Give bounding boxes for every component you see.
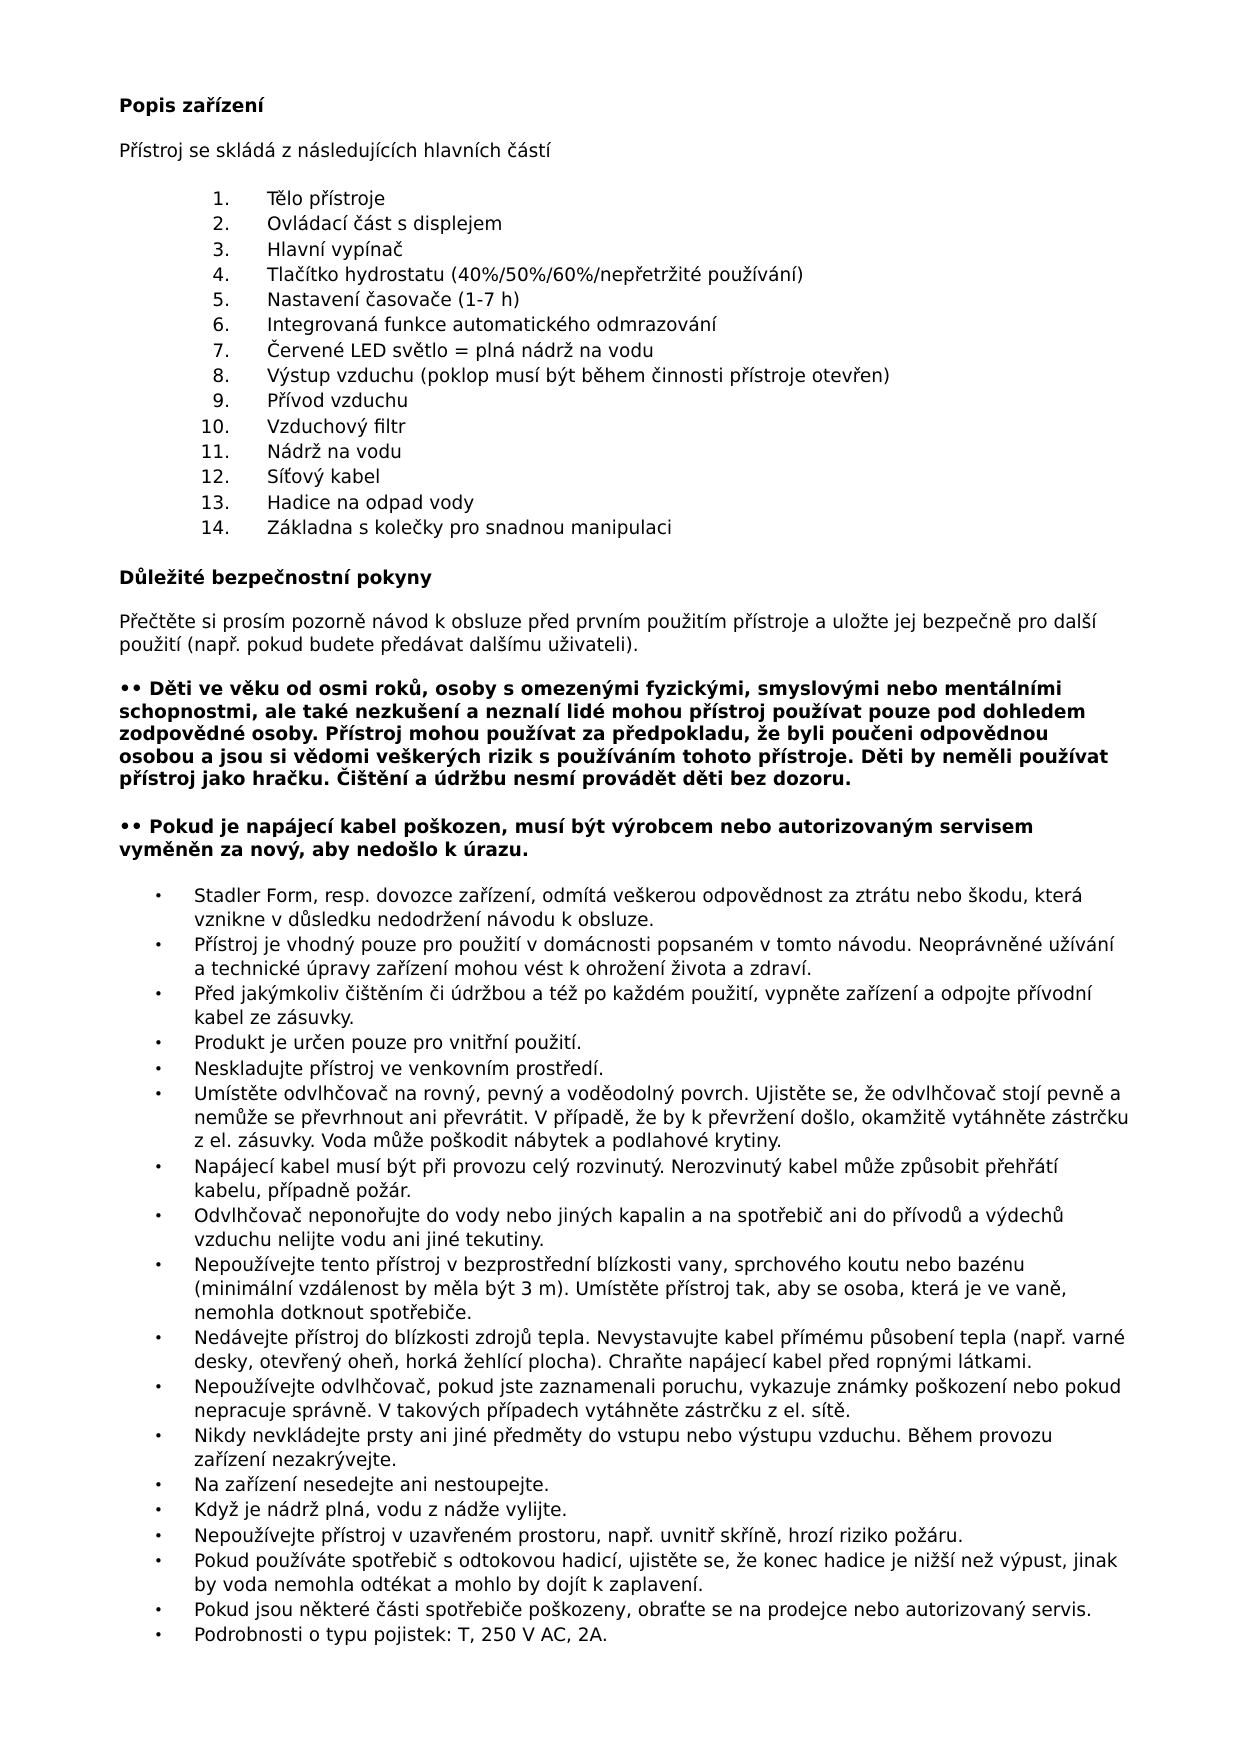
bullet-text: Před jakýmkoliv čištěním či údržbou a též po každém použití, vypněte zařízení a odpojte přívodní kabel ze zásuvky. <box>194 984 1092 1029</box>
item-number: 7. <box>212 340 230 362</box>
bullet-marker: • <box>154 985 163 1004</box>
item-text: Hlavní vypínač <box>267 239 404 261</box>
bullet-marker: • <box>154 1501 163 1520</box>
bullet-text: Přístroj je vhodný pouze pro použití v domácnosti popsaném v tomto návodu. Neoprávněné užívání a technické úpravy zařízení mohou vést k ohrožení života a zdraví. <box>194 935 1115 980</box>
bullet-text: Produkt je určen pouze pro vnitřní použití. <box>194 1033 583 1055</box>
safety-bullet-list <box>119 885 1129 1650</box>
bullet-marker: • <box>154 1626 163 1645</box>
warning-children-paragraph: •• Děti ve věku od osmi roků, osoby s omezenými fyzickými, smyslovými nebo mentálními schopnostmi, ale také nezkušení a neznalí lidé mohou přístroj používat pouze pod dohledem zodpovědné osoby. Přístroj mohou používat za předpokladu, že byli poučeni odpovědnou osobou a jsou si vědomi veškerých rizik s používáním tohoto přístroje. Děti by neměli používat přístroj jako hračku. Čištění a údržbu nesmí provádět děti bez dozoru. <box>119 679 1109 790</box>
bullet-marker: • <box>154 1084 163 1103</box>
item-text: Tělo přístroje <box>267 189 386 210</box>
bullet-text: Nepoužívejte tento přístroj v bezprostřední blízkosti vany, sprchového koutu nebo bazénu (minimální vzdálenost by měla být 3 m). Umístěte přístroj tak, aby se osoba, která je ve vaně, nemohla dotknout spotřebiče. <box>194 1254 1067 1324</box>
list-item <box>119 1425 1129 1473</box>
bullet-text: Napájecí kabel musí být při provozu celý rozvinutý. Nerozvinutý kabel může způsobit přehřátí kabelu, případně požár. <box>194 1156 1059 1202</box>
bullet-text: Neskladujte přístroj ve venkovním prostředí. <box>194 1058 604 1080</box>
bullet-text: Pokud používáte spotřebič s odtokovou hadicí, ujistěte se, že konec hadice je nižší než výpust, jinak by voda nemohla odtékat a mohlo by dojít k zaplavení. <box>194 1551 1118 1596</box>
bullet-marker: • <box>154 887 163 905</box>
item-number: 11. <box>200 441 230 463</box>
bullet-marker: • <box>154 1157 163 1176</box>
list-item <box>119 1624 1129 1648</box>
bullet-text: Nikdy nevkládejte prsty ani jiné předměty do vstupu nebo výstupu vzduchu. Během provozu zařízení nezakrývejte. <box>194 1426 1053 1471</box>
list-item <box>119 1083 1129 1154</box>
list-item <box>119 1058 1129 1082</box>
intro-text: Přístroj se skládá z následujících hlavních částí <box>119 141 551 162</box>
item-text: Nádrž na vodu <box>267 441 402 463</box>
item-number: 3. <box>212 239 230 261</box>
item-number: 10. <box>200 416 230 438</box>
bullet-marker: • <box>154 1328 163 1347</box>
bullet-text: Nepoužívejte odvlhčovač, pokud jste zaznamenali poruchu, vykazuje známky poškození nebo pokud nepracuje správně. V takových případech vytáhněte zástrčku z el. sítě. <box>194 1376 1122 1422</box>
item-text: Integrovaná funkce automatického odmrazování <box>267 315 717 337</box>
item-text: Červené LED světlo = plná nádrž na vodu <box>267 340 654 362</box>
bullet-marker: • <box>154 1427 163 1446</box>
bullet-text: Na zařízení nesedejte ani nestoupejte. <box>194 1475 550 1497</box>
bullet-marker: • <box>154 1526 163 1545</box>
list-item <box>119 1205 1129 1253</box>
item-number: 1. <box>212 189 230 210</box>
list-item <box>119 1525 1129 1549</box>
item-number: 14. <box>200 517 230 539</box>
item-number: 4. <box>212 264 230 286</box>
item-text: Výstup vzduchu (poklop musí být během činnosti přístroje otevřen) <box>267 366 891 388</box>
bullet-text: Když je nádrž plná, vodu z nádže vylijte. <box>194 1500 568 1522</box>
item-number: 13. <box>200 492 230 514</box>
list-item <box>119 1376 1129 1424</box>
list-item <box>119 1499 1129 1523</box>
list-item <box>119 1156 1129 1204</box>
list-item <box>119 1032 1129 1056</box>
safety-intro-paragraph: Přečtěte si prosím pozorně návod k obsluze před prvním použitím přístroje a uložte jej bezpečně pro další použití (např. pokud budete předávat dalšímu uživateli). <box>119 612 1097 656</box>
list-item <box>119 885 1129 933</box>
bullet-text: Podrobnosti o typu pojistek: T, 250 V AC, 2A. <box>194 1625 608 1647</box>
list-item <box>119 1474 1129 1498</box>
bullet-text: Odvlhčovač neponořujte do vody nebo jiných kapalin a na spotřebič ani do přívodů a výdechů vzduchu nelijte vodu ani jiné tekutiny. <box>194 1205 1065 1251</box>
item-text: Základna s kolečky pro snadnou manipulaci <box>267 517 673 539</box>
warning-cable-paragraph: •• Pokud je napájecí kabel poškozen, musí být výrobcem nebo autorizovaným servisem vyměněn za nový, aby nedošlo k úrazu. <box>119 817 1034 861</box>
list-item <box>119 934 1129 982</box>
section-heading-safety: Důležité bezpečnostní pokyny <box>119 568 432 589</box>
item-text: Přívod vzduchu <box>267 391 409 413</box>
bullet-marker: • <box>154 1377 163 1396</box>
item-text: Hadice na odpad vody <box>267 492 475 514</box>
list-item <box>119 1254 1129 1325</box>
bullet-marker: • <box>154 1552 163 1571</box>
bullet-marker: • <box>154 936 163 955</box>
list-item <box>119 1550 1129 1598</box>
item-text: Tlačítko hydrostatu (40%/50%/60%/nepřetržité používání) <box>267 264 804 286</box>
bullet-text: Nepoužívejte přístroj v uzavřeném prostoru, např. uvnitř skříně, hrozí riziko požáru. <box>194 1525 964 1547</box>
list-item <box>119 1599 1129 1623</box>
bullet-marker: • <box>154 1601 163 1620</box>
item-number: 9. <box>212 391 230 413</box>
bullet-marker: • <box>154 1476 163 1495</box>
item-text: Síťový kabel <box>267 467 381 489</box>
section-heading-description: Popis zařízení <box>119 96 264 117</box>
item-text: Ovládací část s displejem <box>267 214 503 236</box>
item-number: 12. <box>200 467 230 489</box>
item-text: Nastavení časovače (1-7 h) <box>267 290 520 312</box>
bullet-text: Umístěte odvlhčovač na rovný, pevný a voděodolný povrch. Ujistěte se, že odvlhčovač stojí pevně a nemůže se převrhnout ani převrátit. V případě, že by k převržení došlo, okamžitě vytáhněte zástrčku z el. zásuvky. Voda může poškodit nábytek a podlahové krytiny. <box>194 1083 1129 1153</box>
bullet-text: Stadler Form, resp. dovozce zařízení, odmítá veškerou odpovědnost za ztrátu nebo škodu, která vznikne v důsledku nedodržení návodu k obsluze. <box>194 886 1083 931</box>
bullet-marker: • <box>154 1034 163 1053</box>
item-text: Vzduchový filtr <box>267 416 406 438</box>
bullet-text: Nedávejte přístroj do blízkosti zdrojů tepla. Nevystavujte kabel přímému působení tepla (např. varné desky, otevřený oheň, horká žehlící plocha). Chraňte napájecí kabel před ropnými látkami. <box>194 1327 1125 1373</box>
bullet-marker: • <box>154 1206 163 1225</box>
item-number: 8. <box>212 366 230 388</box>
bullet-marker: • <box>154 1255 163 1274</box>
bullet-text: Pokud jsou některé části spotřebiče poškozeny, obraťte se na prodejce nebo autorizovaný servis. <box>194 1600 1092 1622</box>
item-number: 2. <box>212 214 230 236</box>
list-item <box>119 983 1129 1031</box>
item-number: 5. <box>212 290 230 312</box>
bullet-marker: • <box>154 1059 163 1078</box>
list-item <box>119 1327 1129 1375</box>
item-number: 6. <box>212 315 230 337</box>
